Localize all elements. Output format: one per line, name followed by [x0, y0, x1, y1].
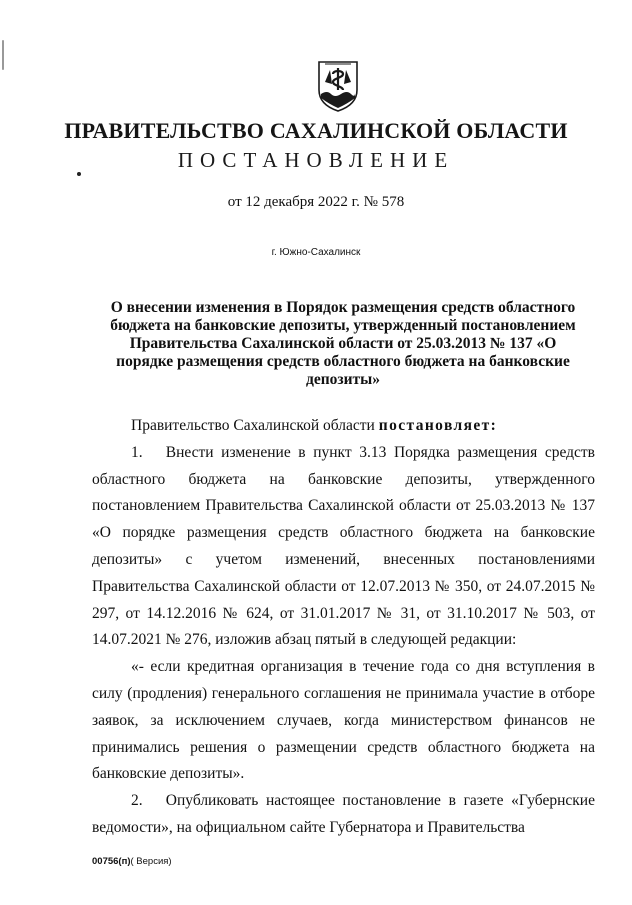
scan-speck [2, 40, 4, 70]
document-title: О внесении изменения в Порядок размещения средств областного бюджета на банковские депозиты, утвержденный постановлением Правительства Сахалинской области от 25.03.2013 № 137 «О порядке размещения средств областного бюджета на банковские депозиты» [110, 299, 576, 388]
form-version: ( Версия) [130, 856, 172, 867]
footer-code [92, 856, 172, 867]
city-name: г. Южно-Сахалинск [271, 247, 361, 258]
coat-of-arms-icon [317, 60, 359, 112]
intro-verb: постановляет: [378, 417, 498, 434]
item-2-paragraph: 2. Опубликовать настоящее постановление в газете «Губернские ведомости», на официальном сайте Губернатора и Правительства [92, 792, 595, 836]
form-code: 00756(п) [92, 856, 131, 867]
scan-speck [77, 172, 81, 176]
document-type: ПОСТАНОВЛЕНИЕ [177, 148, 455, 172]
date-and-number: от 12 декабря 2022 г. № 578 [227, 194, 405, 210]
quote-paragraph: «- если кредитная организация в течение года со дня вступления в силу (продления) генерального соглашения не принимала участие в отборе заявок, за исключением случаев, когда министерством финансов не принимались решения о размещении средств областного бюджета на банковские депозиты». [92, 658, 595, 783]
item-1-paragraph: 1. Внести изменение в пункт 3.13 Порядка размещения средств областного бюджета на банковские депозиты, утвержденного постановлением Правительства Сахалинской области от 25.03.2013 № 137 «О порядке размещения средств областного бюджета на банковские депозиты» с учетом изменений, внесенных постановлениями Правительства Сахалинской области от 12.07.2013 № 350, от 24.07.2015 № 297, от 14.12.2016 № 624, от 31.01.2017 № 31, от 31.10.2017 № 503, от 14.07.2021 № 276, изложив абзац пятый в следующей редакции: [92, 443, 595, 649]
intro-paragraph [92, 413, 595, 440]
intro-prefix: Правительство Сахалинской области [131, 417, 379, 434]
government-name: ПРАВИТЕЛЬСТВО САХАЛИНСКОЙ ОБЛАСТИ [64, 118, 568, 143]
document-body [92, 413, 595, 842]
